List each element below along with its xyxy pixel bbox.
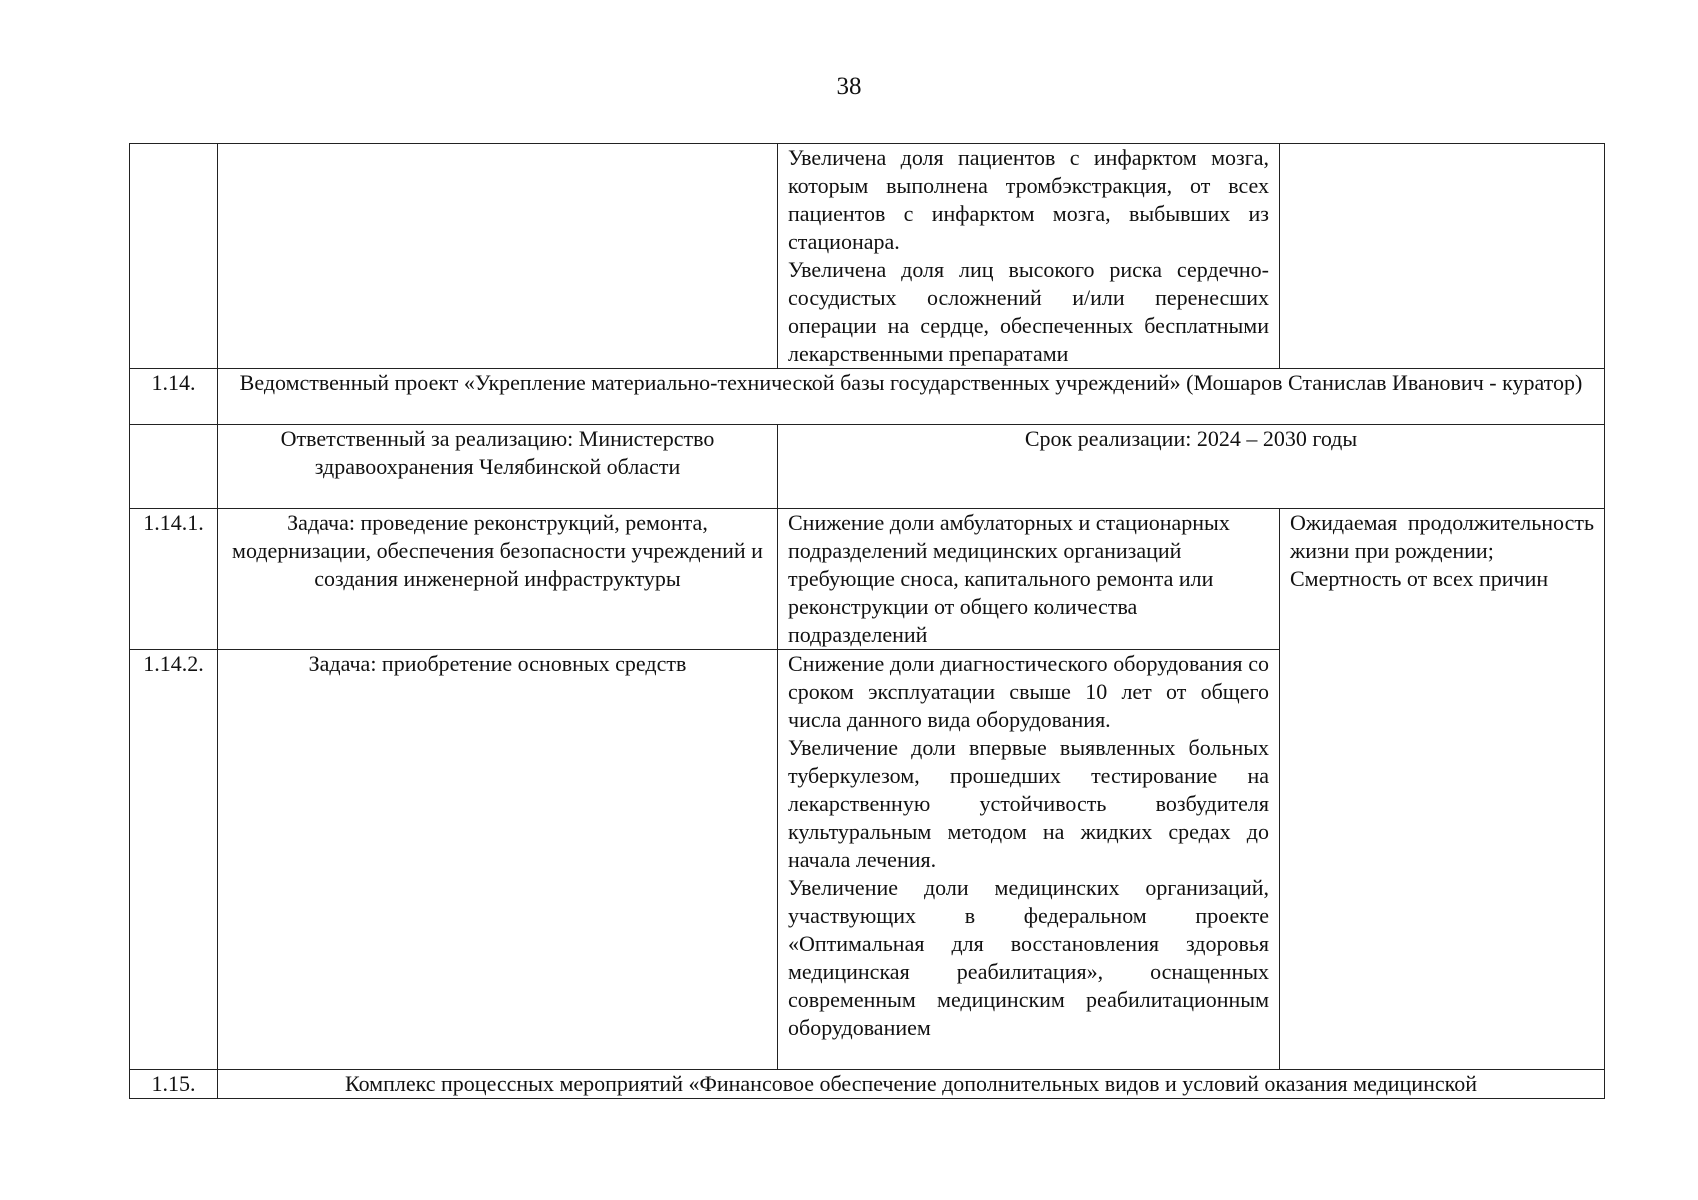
project-title: Ведомственный проект «Укрепление материально-технической базы государственных учреждений» (Мошаров Станислав Иванович - куратор) bbox=[218, 369, 1605, 425]
result-paragraph: Увеличена доля пациентов с инфарктом мозга, которым выполнена тромбэкстракция, от всех пациентов с инфарктом мозга, выбывших из стационара. bbox=[788, 145, 1269, 254]
result-paragraph: Увеличение доли впервые выявленных больных туберкулезом, прошедших тестирование на лекарственную устойчивость возбудителя культуральным методом на жидких средах до начала лечения. bbox=[788, 735, 1269, 872]
indicator-cell bbox=[1280, 144, 1605, 369]
indicator-paragraph: Смертность от всех причин bbox=[1290, 566, 1549, 591]
empty-cell bbox=[130, 425, 218, 509]
indicator-cell bbox=[1280, 509, 1605, 1070]
result-cell bbox=[778, 650, 1280, 1070]
result-cell: Снижение доли амбулаторных и стационарных подразделений медицинских организаций требующие сноса, капитального ремонта или реконструкции от общего количества подразделений bbox=[778, 509, 1280, 650]
row-number: 1.15. bbox=[130, 1070, 218, 1099]
task-cell bbox=[218, 144, 778, 369]
table-row bbox=[130, 144, 1605, 369]
result-cell bbox=[778, 144, 1280, 369]
table-row bbox=[130, 369, 1605, 425]
responsible-cell: Ответственный за реализацию: Министерство здравоохранения Челябинской области bbox=[218, 425, 778, 509]
row-number bbox=[130, 144, 218, 369]
indicator-paragraph: Ожидаемая продолжительность жизни при рождении; bbox=[1290, 510, 1594, 563]
result-paragraph: Снижение доли диагностического оборудования со сроком эксплуатации свыше 10 лет от общего числа данного вида оборудования. bbox=[788, 651, 1269, 732]
project-title: Комплекс процессных мероприятий «Финансовое обеспечение дополнительных видов и условий оказания медицинской bbox=[218, 1070, 1605, 1099]
term-cell: Срок реализации: 2024 – 2030 годы bbox=[778, 425, 1605, 509]
row-number: 1.14.1. bbox=[130, 509, 218, 650]
task-cell: Задача: приобретение основных средств bbox=[218, 650, 778, 1070]
result-paragraph: Увеличение доли медицинских организаций, участвующих в федеральном проекте «Оптимальная для восстановления здоровья медицинская реабилитация», оснащенных современным медицинским реабилитационным оборудованием bbox=[788, 875, 1269, 1040]
table-row bbox=[130, 509, 1605, 650]
program-table bbox=[129, 143, 1605, 1099]
page-number: 38 bbox=[836, 73, 862, 100]
table-row bbox=[130, 425, 1605, 509]
task-cell: Задача: проведение реконструкций, ремонта, модернизации, обеспечения безопасности учреждений и создания инженерной инфраструктуры bbox=[218, 509, 778, 650]
table-row bbox=[130, 1070, 1605, 1099]
result-paragraph: Увеличена доля лиц высокого риска сердечно-сосудистых осложнений и/или перенесших операции на сердце, обеспеченных бесплатными лекарственными препаратами bbox=[788, 257, 1269, 366]
row-number: 1.14.2. bbox=[130, 650, 218, 1070]
row-number: 1.14. bbox=[130, 369, 218, 425]
